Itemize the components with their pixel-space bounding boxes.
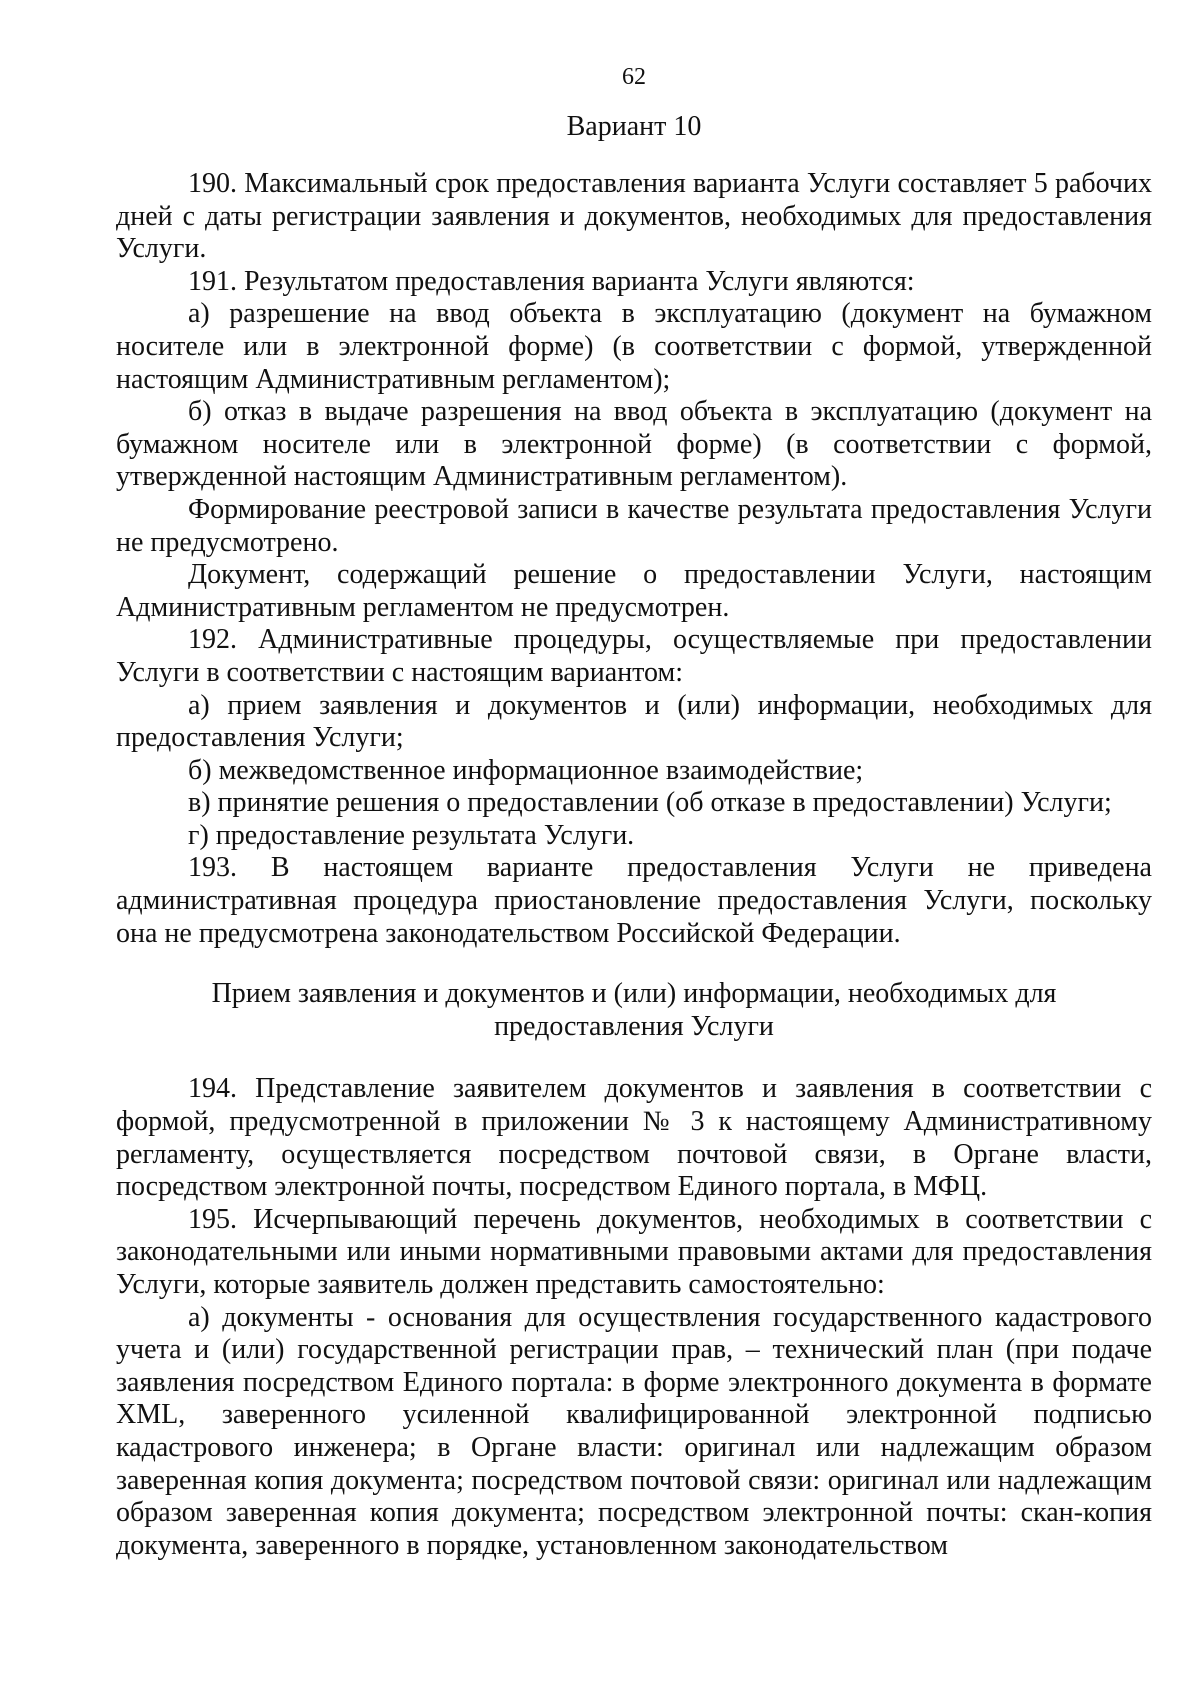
variant-title: Вариант 10 bbox=[566, 111, 702, 142]
paragraph-194: 194. Представление заявителем документов и заявления в соответствии с формой, предусмотренной в приложении № 3 к настоящему Административному регламенту, осуществляется посредством почтовой связи, в Органе власти, посредством электронной почты, посредством Единого портала, в МФЦ. bbox=[116, 1073, 1152, 1203]
paragraph-195: 195. Исчерпывающий перечень документов, необходимых в соответствии с законодательными или иными нормативными правовыми актами для предоставления Услуги, которые заявитель должен представить самостоятельно: bbox=[116, 1203, 1152, 1300]
paragraph-191-a: а) разрешение на ввод объекта в эксплуатацию (документ на бумажном носителе или в электронной форме) (в соответствии с формой, утвержденной настоящим Административным регламентом); bbox=[116, 298, 1152, 395]
paragraph-192: 192. Административные процедуры, осуществляемые при предоставлении Услуги в соответствии с настоящим вариантом: bbox=[116, 624, 1152, 688]
paragraph-193: 193. В настоящем варианте предоставления Услуги не приведена административная процедура приостановление предоставления Услуги, поскольку она не предусмотрена законодательством Российской Федерации. bbox=[116, 852, 1152, 949]
paragraph-192-v: в) принятие решения о предоставлении (об отказе в предоставлении) Услуги; bbox=[188, 787, 1112, 819]
page-number: 62 bbox=[622, 64, 646, 90]
paragraph-192-a: а) прием заявления и документов и (или) информации, необходимых для предоставления Услуги; bbox=[116, 689, 1152, 754]
document-page bbox=[116, 62, 1152, 1562]
paragraph-decision-document: Документ, содержащий решение о предоставлении Услуги, настоящим Административным регламентом не предусмотрен. bbox=[116, 559, 1152, 623]
paragraph-registry-record: Формирование реестровой записи в качестве результата предоставления Услуги не предусмотрено. bbox=[116, 493, 1152, 558]
paragraph-190: 190. Максимальный срок предоставления варианта Услуги составляет 5 рабочих дней с даты регистрации заявления и документов, необходимых для предоставления Услуги. bbox=[116, 168, 1152, 265]
paragraph-195-a: а) документы - основания для осуществления государственного кадастрового учета и (или) государственной регистрации прав, – технический план (при подаче заявления посредством Единого портала: в форме электронного документа в формате XML, заверенного усиленной квалифицированной электронной подписью кадастрового инженера; в Органе власти: оригинал или надлежащим образом заверенная копия документа; посредством почтовой связи: оригинал или надлежащим образом заверенная копия документа; посредством электронной почты: скан-копия документа, заверенного в порядке, установленном законодательством bbox=[116, 1301, 1152, 1561]
paragraph-192-g: г) предоставление результата Услуги. bbox=[188, 819, 635, 851]
paragraph-191: 191. Результатом предоставления варианта Услуги являются: bbox=[188, 265, 915, 297]
paragraph-191-b: б) отказ в выдаче разрешения на ввод объекта в эксплуатацию (документ на бумажном носителе или в электронной форме) (в соответствии с формой, утвержденной настоящим Административным регламентом). bbox=[116, 396, 1152, 493]
section-heading: Прием заявления и документов и (или) информации, необходимых для предоставления Услуги bbox=[211, 978, 1057, 1042]
paragraph-192-b: б) межведомственное информационное взаимодействие; bbox=[188, 754, 864, 786]
